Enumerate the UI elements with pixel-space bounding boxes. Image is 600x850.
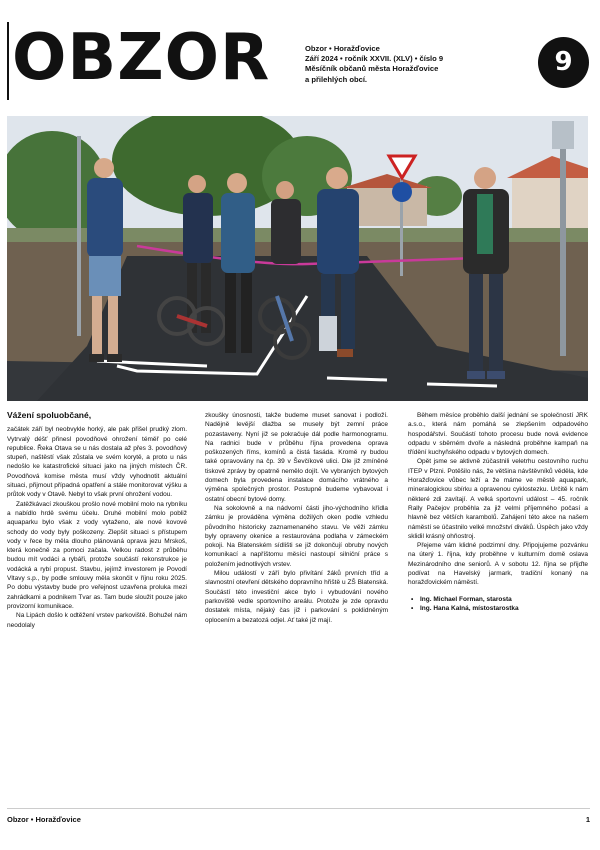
meta-description-2: a přilehlých obcí. [305,74,368,84]
paragraph: Milou událostí v září bylo přivítání žáků prvních tříd a slavnostní otevření dětského dopravního hřiště u ZŠ Blatenská. Součástí této investiční akce bylo i vybudování nového parkoviště vedle sportovního areálu. Protože je zde opravdu dostatek místa, nějaký čas již i parkování s poklidněným oplocením a bezatozá odjel. Ať také již mají. [205,570,388,624]
signature-mayor: • Ing. Michael Forman, starosta [408,595,588,605]
article-column-2 [205,411,388,625]
page-number: 1 [585,815,590,824]
paragraph: Na Lipách došlo k odtěžení vrstev parkoviště. Bohužel nám neodolaly [7,612,187,629]
paragraph: Přejeme vám klidné podzimní dny. Připojujeme pozvánku na úterý 1. října, kdy proběhne v kulturním domě oslava Mezinárodního dne seniorů. A v sobotu 12. října se přijďte podívat na Havelský jarmark, tradiční konaný na horažďovickém náměstí. [408,542,588,587]
paragraph: Během měsíce proběhlo další jednání se společností JRK a.s.o., která nám pomáhá se zlepšením odpadového hospodářství. Součástí tohoto procesu bude nová evidence odpadu v sběrném dvoře a následná proběhne kampaň na třídění kuchyňského odpadu v bytových domech. [408,412,588,457]
meta-description: Měsíčník občanů města Horažďovice [305,64,439,74]
footer-divider [7,808,590,809]
page-footer [7,815,590,824]
article-column-1 [7,411,187,630]
meta-publication: Obzor • Horažďovice [305,44,380,53]
masthead-title: OBZOR [12,21,271,95]
footer-publication: Obzor • Horažďovice [7,815,81,824]
paragraph: Zatěžkávací zkouškou prošlo nové mobilní molo na rybníku a nabídlo hrdě svému účelu. Druhé mobilní molo pobliž aquaparku bylo však z vody vytaženo, ale nové kovové schody do vody byly poškozeny. Zlepšit situaci s přístupem vody v řece by měla dlouho plánovaná oprava jezu Mrskoš, která konečně za pomoci začala. Velkou radost z průběhu budou mít vodáci a rybáři, protože součástí rekonstrukce je vodácká a rybí propust. Stavbu, jejímž investorem je Povodí Vltavy s.p., by podle smlouvy měla skončit v říjnu roku 2025. Po dobu výstavby bude pro veřejnost uzavřena prolukа mezi zahrádkami a podnikem Tvar as. Tam bude sloužit pouze jako provizorní komunikace. [7,500,187,610]
paragraph: Opět jsme se aktivně zúčastnili veletrhu cestovního ruchu ITEP v Plzni. Potěšilo nás, že většina návštěvníků věděla, kde Horažďovice vůbec leží a že máme ve městě aquapark, mineralogickou sbírku a opravenou cyklostezku. Určitě k nám některé zdi zavítají. A velká sportovní událost – 45. ročník Rally Pačejov proběhla za již velmi příjemného počasí a hlavně bez větších karambolů. Zahájení této akce na našem náměstí se účastnilo velké množství diváků. Úspěch jako vždy sklidil krásný ohňostroj. [408,458,588,540]
signatures [408,595,588,614]
signature-deputy-mayor: • Ing. Hana Kalná, místostarostka [408,604,588,614]
salutation: Vážení spoluobčané, [7,410,92,420]
masthead-rule [7,22,9,100]
issue-number-badge: 9 [538,37,589,88]
ribbon-cutting-photo [7,116,588,401]
issue-meta [305,44,535,85]
paragraph: Na sokolovně a na nádvorní části jiho-východního křídla zámku je prováděna výměna dožilých oken podle vzhledu původního historicky zaznamenaného stavu. Ve věži zámku byly opraveny okenice a restaurována podlaha v zámeckém pokoji. Na Blatenském sídlišti se již dokončují obruby nových komunikací a napříštomu měsíci nastoupí silniční práce s položením jednotlivých vrstev. [205,504,388,568]
paragraph: zkoušky únosnosti, takže budeme muset sanovat i podloží. Nadějně levější dlažba se musely být zemní práce pozastaveny. Nyní již se pokračuje dál podle harmonogramu. Na radnici bude v průběhu října provedena oprava poškozených říms, komínů a čistá fasáda. Kromě ry budou také opravovány na čp. 39 v Ševčíkově ulici. Dle již zmíněné tiskové zprávy by opatrně nemělo dojít. Ve vybraných bytových domech byla provedena instalace domácího vrátného a výměna společných prostor. Postupně budeme vybavovat i ostatní obecní bytové domy. [205,412,388,503]
meta-date-volume: Září 2024 • ročník XXVII. (XLV) • číslo 9 [305,54,444,64]
paragraph: začátek září byl neobvykle horký, ale pak přišel prudký zlom. Vytrvalý déšť přinesl povodňové ohrožení téměř po celé republice. Řeka Otava se u nás dostala až přes 3. povodňový stupeň, naštěstí však zůstala ve svém korytě, a proto u nás nedošlo ke katastrofické situaci jako na jiných místech ČR. Povodňová komise města musí vždy vyhodnotit aktuální situaci, přijmout případná opatření a stále monitorovat výšku a průtok vody v Otavě. Nebyl to však první ohrožení vodou. [7,426,187,499]
article-column-3 [408,411,588,614]
editorial-article [7,411,588,801]
